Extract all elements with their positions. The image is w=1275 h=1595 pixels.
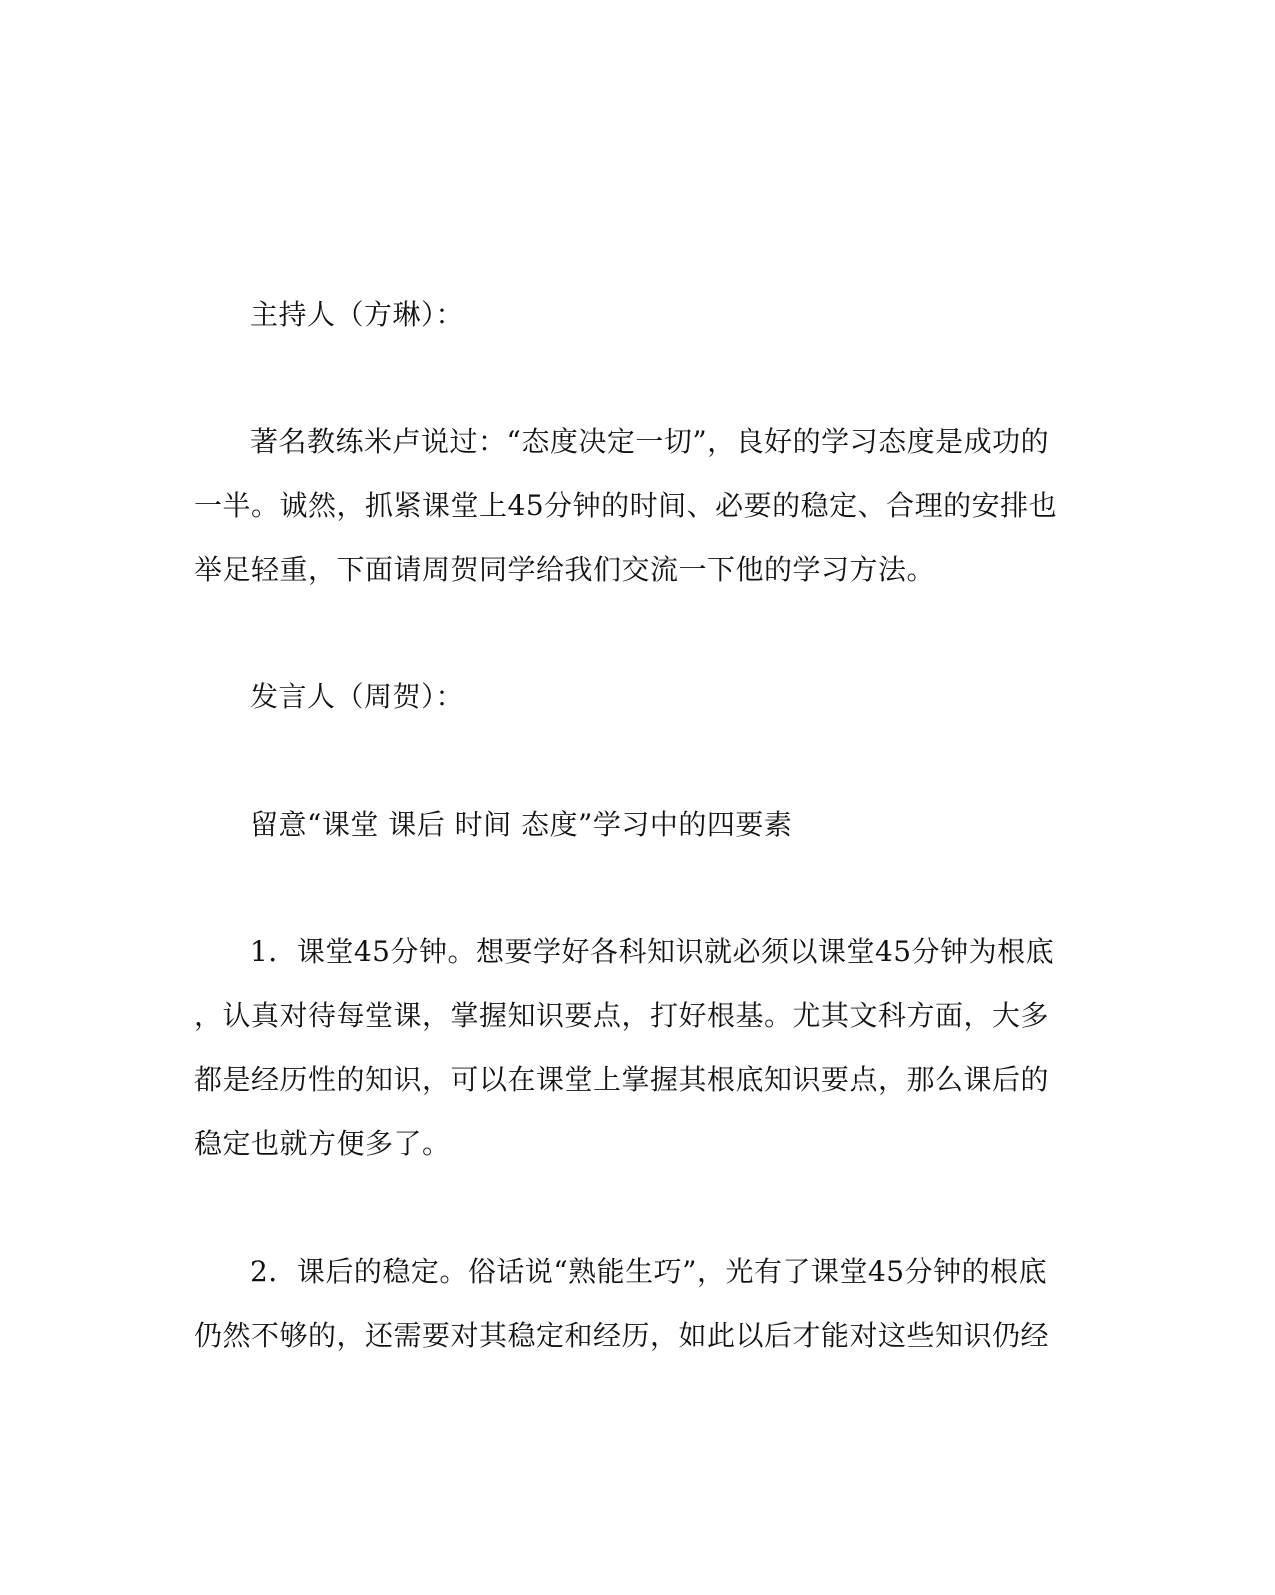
speaker-heading: 发言人（周贺）： [250,680,465,713]
point2-line-2: 仍然不够的，还需要对其稳定和经历，如此以后才能对这些知识仍经 [194,1319,1050,1352]
point1-line-1: 1．课堂45分钟。想要学好各科知识就必须以课堂45分钟为根底 [250,935,1055,968]
topic-line: 留意“课堂 课后 时间 态度”学习中的四要素 [250,808,793,841]
point1-line-2: ，认真对待每堂课，掌握知识要点，打好根基。尤其文科方面，大多 [194,999,1050,1032]
host-para-line-1: 著名教练米卢说过：“态度决定一切”，良好的学习态度是成功的 [250,425,1050,458]
host-para-line-2: 一半。诚然，抓紧课堂上45分钟的时间、必要的稳定、合理的安排也 [194,489,1058,522]
point1-line-4: 稳定也就方便多了。 [194,1127,451,1160]
host-heading: 主持人（方琳）： [250,298,465,331]
point2-line-1: 2．课后的稳定。俗话说“熟能生巧”，光有了课堂45分钟的根底 [250,1255,1048,1288]
host-para-line-3: 举足轻重，下面请周贺同学给我们交流一下他的学习方法。 [194,553,936,586]
point1-line-3: 都是经历性的知识，可以在课堂上掌握其根底知识要点，那么课后的 [194,1063,1050,1096]
